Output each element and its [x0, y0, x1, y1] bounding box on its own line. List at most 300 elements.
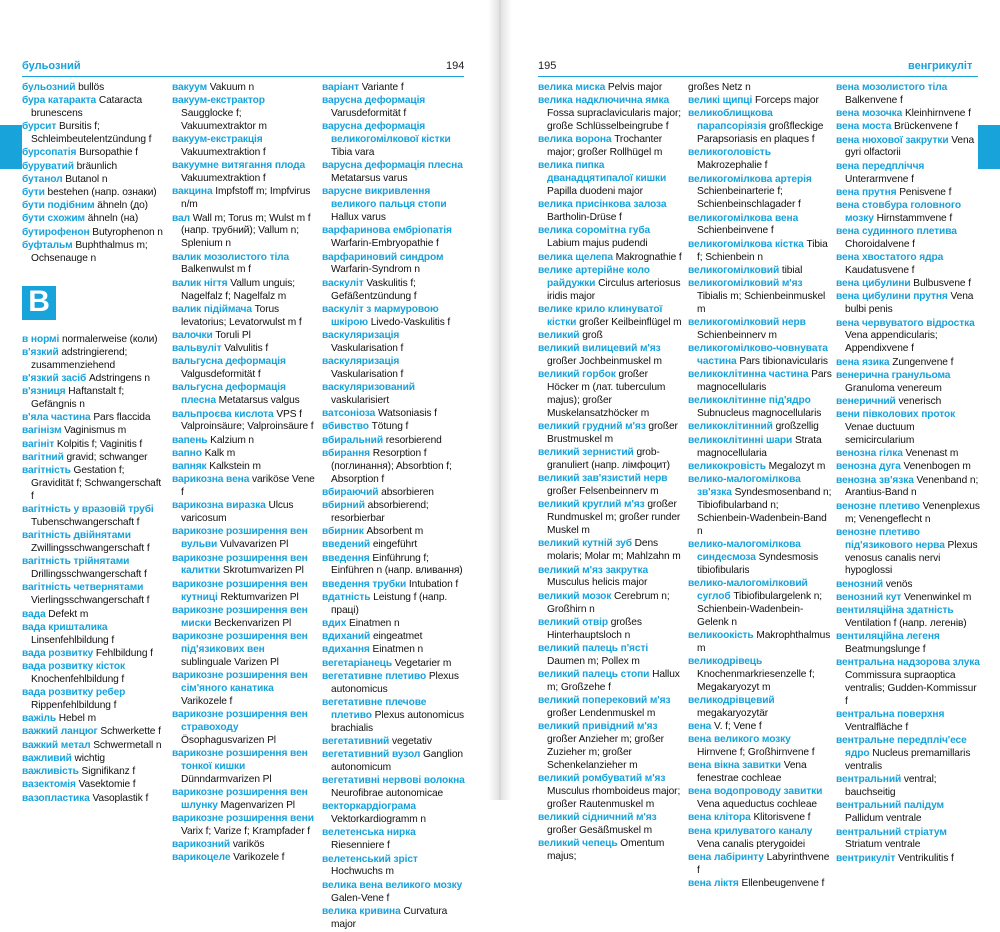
dictionary-entry	[172, 356, 316, 382]
entry-headword: вальгусна деформація	[172, 356, 286, 368]
dictionary-entry	[836, 82, 980, 108]
entry-translation: absorbieren	[381, 486, 434, 498]
entry-headword: вазектомія	[22, 779, 76, 791]
entry-translation: Vena fenestrae cochleae	[697, 760, 807, 785]
entry-headword: васкуляризація	[322, 356, 400, 367]
dictionary-entry	[172, 709, 316, 748]
dictionary-entry	[836, 475, 980, 501]
entry-translation: Hirnvene f; Großhirnvene f	[697, 747, 815, 759]
entry-translation: Subnucleus magnocellularis	[697, 408, 822, 420]
entry-headword: введення	[322, 552, 370, 564]
entry-headword: великий сідничний м'яз	[538, 812, 657, 824]
dictionary-entry	[836, 161, 980, 187]
dictionary-entry	[22, 161, 166, 174]
entry-headword: великоклітинні шари	[688, 434, 793, 446]
dictionary-entry	[322, 658, 466, 671]
entry-translation: Penisvene f	[899, 186, 952, 198]
entry-translation: Granuloma venereum	[845, 382, 942, 394]
entry-translation: Makrognathie f	[615, 251, 682, 263]
entry-headword: варикозне розширення вен кутниці	[172, 578, 308, 603]
dictionary-entry	[688, 421, 832, 434]
entry-translation: großer Höcker m (лат. tuberculum majus); großer Muskelansatzhöcker m	[547, 369, 666, 419]
entry-translation: Kleinhirnvene f	[904, 108, 971, 120]
entry-translation: Makrophthalmus m	[697, 629, 831, 654]
entry-translation: Beckenvarizen Pl	[214, 617, 292, 629]
entry-headword: вагітність двійнятами	[22, 530, 131, 542]
entry-headword: венерична гранульома	[836, 369, 951, 381]
entry-translation: Vegetarier m	[394, 657, 452, 669]
dictionary-entry	[322, 225, 466, 251]
entry-headword: великий привідний м'яз	[538, 721, 658, 733]
book-gutter	[488, 0, 512, 800]
entry-translation: Hochwuchs m	[331, 866, 394, 878]
entry-headword: вена водопроводу завитки	[688, 786, 823, 798]
entry-headword: вада розвитку кісток	[22, 661, 126, 673]
entry-headword: вена нюхової закрутки	[836, 134, 949, 146]
entry-translation: Dens molaris; Molar m; Mahlzahn m	[547, 538, 681, 563]
entry-translation: Venenast m	[905, 448, 959, 460]
dictionary-entry	[688, 852, 832, 878]
entry-headword: варфариновий синдром	[322, 251, 444, 263]
dictionary-entry	[22, 121, 166, 147]
entry-headword: велико-малогомілкова синдесмоза	[688, 538, 801, 563]
entry-translation: Balkenvene f	[845, 94, 903, 106]
entry-headword: великогомілково-човнувата частина	[688, 343, 828, 367]
dictionary-entry	[688, 760, 832, 786]
entry-headword: вапно	[172, 447, 202, 459]
dictionary-entry	[322, 186, 466, 225]
entry-translation: vegetativ	[391, 735, 432, 747]
entry-headword: васкуляризований	[322, 382, 415, 394]
entry-headword: варіант	[322, 82, 359, 93]
entry-translation: Knochenfehlbildung f	[31, 673, 125, 685]
entry-translation: Papilla duodeni major	[547, 186, 643, 198]
entry-translation: Tibiofibulargelenk n; Schienbein-Wadenbein-Gelenk n	[697, 590, 823, 628]
dictionary-entry	[836, 579, 980, 592]
entry-translation: Dünndarmvarizen Pl	[181, 773, 272, 785]
entry-headword: введення трубки	[322, 578, 407, 590]
dictionary-entry	[688, 278, 832, 317]
entry-translation: Watsoniasis f	[377, 408, 437, 420]
entry-translation: Ventilation f (напр. легенів)	[845, 617, 967, 629]
entry-headword: вена вікна завитки	[688, 760, 781, 772]
dictionary-entry	[22, 95, 166, 121]
entry-translation: varikösе Vene f	[181, 474, 315, 499]
entry-translation: Venenband n; Arantius-Band n	[845, 474, 979, 499]
dictionary-entry	[322, 827, 466, 853]
entry-translation: Brückenvene f	[894, 121, 958, 133]
entry-translation: Vallum unguis; Nagelfalz f; Nagelfalz m	[181, 277, 295, 302]
dictionary-entry	[538, 669, 682, 695]
entry-headword: варикозне розширення вен сім'яного канатика	[172, 669, 308, 694]
dictionary-entry	[322, 95, 466, 121]
entry-translation: Nucleus premamillaris ventralis	[845, 748, 971, 773]
dictionary-entry	[322, 579, 466, 592]
entry-headword: вена крилуватого каналу	[688, 825, 813, 837]
entry-headword: велике крило клинуватої кістки	[538, 303, 663, 328]
entry-translation: absorbierend; resorbierbar	[331, 500, 429, 524]
dictionary-entry	[688, 656, 832, 695]
entry-headword: великогомілковий м'яз	[688, 277, 803, 289]
entry-headword: вена ліктя	[688, 877, 739, 889]
dictionary-entry	[322, 304, 466, 330]
entry-headword: великоокість	[688, 629, 754, 641]
right-column-1	[538, 82, 682, 863]
entry-headword: венозне плетиво	[836, 500, 920, 512]
dictionary-entry	[538, 538, 682, 564]
dictionary-entry	[172, 670, 316, 709]
entry-translation: Beatmungslunge f	[845, 644, 926, 656]
entry-headword: великодрівцевий	[688, 694, 775, 706]
entry-translation: Magenvarizen Pl	[220, 799, 295, 811]
entry-headword: бути	[22, 187, 45, 199]
dictionary-entry	[22, 713, 166, 726]
entry-headword: вена мозочка	[836, 108, 903, 120]
entry-headword: вакцина	[172, 186, 213, 198]
dictionary-entry	[322, 421, 466, 434]
dictionary-entry	[322, 539, 466, 552]
dictionary-entry	[172, 553, 316, 579]
entry-headword: васкуліт з мармуровою шкірою	[322, 303, 439, 328]
entry-translation: Resorption f (поглинання); Absorbtion f; Absorption f	[331, 447, 452, 485]
entry-headword: вакуум-екстракція	[172, 134, 263, 146]
entry-headword: бурсопатія	[22, 147, 77, 159]
dictionary-entry	[172, 435, 316, 448]
entry-headword: варикозне розширення вен вульви	[172, 526, 308, 551]
left-header-rule	[22, 76, 464, 77]
dictionary-entry	[22, 622, 166, 648]
entry-headword: вал	[172, 212, 190, 224]
entry-translation: Knochenmarkriesenzelle f; Megakaryozyt m	[697, 668, 815, 693]
dictionary-entry	[322, 880, 466, 906]
entry-translation: Pallidum ventrale	[845, 813, 922, 825]
entry-translation: Vena canalis pterygoidei	[697, 838, 806, 850]
dictionary-entry	[22, 793, 166, 806]
entry-headword: вентиляційна здатність	[836, 605, 954, 617]
entry-translation: großer Gesäßmuskel m	[547, 825, 652, 837]
entry-headword: вена мозолистого тіла	[836, 82, 948, 93]
entry-translation: Linsenfehlbildung f	[31, 634, 115, 646]
entry-headword: валочки	[172, 329, 213, 341]
entry-headword: велика пипка дванадцятипалої кишки	[538, 160, 667, 185]
dictionary-entry	[322, 435, 466, 448]
dictionary-entry	[538, 499, 682, 538]
dictionary-entry	[538, 225, 682, 251]
entry-headword: бути схожим	[22, 213, 85, 225]
entry-translation: Labyrinthvene f	[697, 851, 830, 876]
entry-headword: вбиральний	[322, 434, 383, 446]
dictionary-entry	[22, 661, 166, 687]
entry-headword: великий поперековий м'яз	[538, 695, 671, 707]
entry-translation: Bulbusvene f	[913, 278, 971, 290]
entry-translation: Venenplexus m; Venengeflecht n	[845, 500, 980, 525]
dictionary-entry	[688, 147, 832, 173]
entry-translation: Forceps major	[754, 95, 819, 107]
dictionary-entry	[322, 644, 466, 657]
dictionary-entry	[22, 648, 166, 661]
dictionary-entry	[22, 82, 166, 95]
entry-translation: Pelvis major	[607, 82, 663, 93]
entry-translation: Cerebrum n; Großhirn n	[547, 590, 670, 615]
entry-translation: Ulcus varicosum	[181, 500, 294, 525]
entry-translation: Plexus autonomicus brachialis	[331, 709, 465, 734]
entry-headword: великогомілковий	[688, 264, 780, 276]
entry-translation: Riesenniere f	[331, 840, 390, 852]
entry-translation: Vektorkardiogramm n	[331, 814, 426, 826]
dictionary-entry	[836, 278, 980, 291]
entry-headword: валик мозолистого тіла	[172, 251, 290, 263]
dictionary-entry	[836, 527, 980, 579]
entry-headword: вентрикуліт	[836, 852, 896, 864]
entry-translation: Fossa supraclavicularis major; große Schlüsselbeingrube f	[547, 108, 682, 133]
entry-translation: Pars flaccida	[93, 412, 151, 424]
entry-headword: вакуумне витягання плода	[172, 160, 306, 172]
entry-translation: Varikozele f	[181, 695, 233, 707]
entry-headword: великоклітинний	[688, 421, 773, 433]
dictionary-entry	[172, 852, 316, 865]
entry-translation: Einführung f; Einführen n (напр. вливання)	[331, 552, 463, 577]
entry-translation: Strata magnocellularia	[697, 434, 822, 459]
dictionary-entry	[172, 461, 316, 474]
entry-headword: великогомілкова вена	[688, 212, 799, 224]
entry-headword: вапень	[172, 434, 208, 446]
entry-translation: Tubenschwangerschaft f	[31, 517, 140, 529]
entry-headword: вена	[688, 720, 712, 732]
dictionary-entry	[688, 95, 832, 108]
entry-headword: варикозне розширення вен миски	[172, 604, 308, 629]
entry-translation: Valvulitis f	[224, 343, 269, 355]
entry-headword: варусна деформація великогомілкової кістки	[322, 121, 451, 146]
entry-headword: вагітність четвернятами	[22, 582, 144, 594]
left-column-3	[322, 82, 466, 930]
entry-headword: бутанол	[22, 173, 63, 185]
dictionary-entry	[22, 556, 166, 582]
dictionary-entry	[538, 565, 682, 591]
right-running-head: венгрикуліт	[908, 60, 973, 72]
entry-translation: großer Rundmuskel m; großer runder Muskel m	[547, 499, 681, 537]
entry-translation: Balkenwulst m f	[181, 264, 251, 276]
entry-headword: векторкардіограма	[322, 801, 416, 813]
entry-headword: великогомілкова артерія	[688, 173, 812, 185]
dictionary-entry	[322, 697, 466, 736]
entry-headword: великий м'яз закрутка	[538, 564, 649, 576]
entry-translation: Tibialis m; Schienbeinmuskel m	[697, 290, 826, 315]
dictionary-entry	[538, 812, 682, 838]
entry-translation: Neurofibrae autonomicae	[331, 788, 444, 800]
dictionary-entry	[22, 530, 166, 556]
entry-headword: важіль	[22, 713, 56, 725]
entry-headword: бути подібним	[22, 200, 95, 212]
dictionary-entry	[836, 735, 980, 774]
entry-headword: венозна дуга	[836, 461, 901, 473]
dictionary-entry	[538, 369, 682, 421]
entry-headword: вада розвитку	[22, 647, 94, 659]
entry-headword: великоголовість	[688, 147, 771, 159]
entry-headword: вентральний	[836, 774, 902, 786]
dictionary-entry	[322, 382, 466, 408]
entry-headword: вена червуватого відростка	[836, 317, 975, 329]
entry-translation: gravid; schwanger	[66, 451, 148, 463]
entry-translation: Labium majus pudendi	[547, 238, 648, 250]
entry-headword: велетенський зріст	[322, 853, 418, 865]
entry-headword: вегетаріанець	[322, 657, 392, 669]
dictionary-entry	[538, 160, 682, 199]
entry-headword: вдиханий	[322, 631, 371, 643]
dictionary-entry	[22, 766, 166, 779]
entry-translation: Schienbeinvene f	[697, 225, 774, 237]
entry-translation: Bursopathie f	[79, 147, 138, 159]
entry-translation: Einatmen n	[372, 644, 424, 656]
entry-headword: вагініт	[22, 438, 55, 450]
dictionary-entry	[322, 160, 466, 186]
dictionary-entry	[538, 330, 682, 343]
entry-headword: вегетативне плетиво	[322, 670, 427, 682]
entry-translation: großer Felsenbeinnerv m	[547, 486, 659, 498]
dictionary-entry	[836, 800, 980, 826]
right-page-number: 195	[538, 60, 557, 72]
dictionary-entry	[172, 448, 316, 461]
entry-headword: варикоцеле	[172, 852, 231, 864]
entry-headword: великодрівець	[688, 655, 763, 667]
entry-headword: великокровість	[688, 460, 766, 472]
dictionary-entry	[22, 779, 166, 792]
dictionary-entry	[22, 174, 166, 187]
entry-headword: велетенська нирка	[322, 827, 416, 839]
dictionary-entry	[538, 343, 682, 369]
dictionary-entry	[172, 213, 316, 252]
dictionary-entry	[322, 82, 466, 95]
dictionary-entry	[836, 631, 980, 657]
dictionary-entry	[22, 373, 166, 386]
dictionary-entry	[538, 252, 682, 265]
dictionary-entry	[322, 801, 466, 827]
entry-translation: Variante f	[361, 82, 404, 93]
dictionary-entry	[538, 773, 682, 812]
dictionary-entry	[322, 592, 466, 618]
entry-translation: bestehen (напр. ознаки)	[47, 187, 157, 199]
entry-headword: бутирофенон	[22, 226, 90, 238]
entry-translation: venerisch	[898, 395, 942, 407]
entry-headword: великоклітинне під'ядро	[688, 395, 811, 407]
dictionary-entry	[688, 578, 832, 630]
entry-translation: Schienbeinnerv m	[697, 329, 777, 341]
entry-headword: велика миска	[538, 82, 606, 93]
dictionary-entry	[688, 213, 832, 239]
right-column-2	[688, 82, 832, 889]
dictionary-entry	[836, 448, 980, 461]
dictionary-entry	[22, 187, 166, 200]
dictionary-entry	[322, 500, 466, 526]
entry-headword: буфтальм	[22, 239, 73, 251]
entry-headword: великоклітинна частина	[688, 369, 809, 381]
dictionary-entry	[172, 95, 316, 134]
entry-translation: Vakuumextraktion f	[181, 147, 266, 159]
entry-translation: Vierlingsschwangerschaft f	[31, 595, 150, 607]
entry-translation: Metatarsus varus	[331, 173, 408, 185]
entry-translation: Pars magnocellularis	[697, 369, 832, 394]
entry-translation: Buphthalmus m; Ochsenauge n	[31, 239, 148, 264]
dictionary-entry	[538, 473, 682, 499]
entry-translation: Wall m; Torus m; Wulst m f (напр. трубний); Vallum n; Splenium n	[181, 212, 311, 250]
entry-translation: Adstringens n	[88, 372, 150, 384]
dictionary-entry	[538, 134, 682, 160]
entry-translation: Leistung f (напр. праці)	[331, 591, 448, 616]
entry-translation: Drillingsschwangerschaft f	[31, 569, 147, 581]
left-running-head: бульозний	[22, 60, 81, 72]
entry-headword: варикозне розширення вен під'язикових вен	[172, 630, 308, 655]
entry-headword: важкий метал	[22, 739, 91, 751]
entry-headword: вдих	[322, 617, 347, 629]
dictionary-entry	[836, 592, 980, 605]
entry-headword: великий отвір	[538, 616, 608, 628]
entry-headword: вегетативні нервові волокна	[322, 775, 465, 787]
dictionary-entry	[836, 318, 980, 357]
entry-translation: Ellenbeugenvene f	[741, 877, 825, 889]
dictionary-entry	[688, 695, 832, 721]
entry-translation: Venae ductuum semicircularium	[845, 422, 915, 446]
dictionary-entry	[836, 121, 980, 134]
entry-translation: Vulvavarizen Pl	[219, 539, 289, 551]
entry-translation: Makrozephalie f	[697, 160, 768, 172]
dictionary-entry	[172, 330, 316, 343]
entry-headword: венозний кут	[836, 591, 902, 603]
entry-translation: VPS f Valproinsäure; Valproinsäure f	[181, 408, 314, 433]
dictionary-entry	[22, 740, 166, 753]
entry-translation: Fehlbildung f	[95, 647, 153, 659]
entry-translation: tibial	[781, 264, 803, 276]
dictionary-entry	[22, 425, 166, 438]
dictionary-entry	[688, 734, 832, 760]
entry-headword: венозна зв'язка	[836, 474, 914, 486]
dictionary-entry	[538, 721, 682, 773]
dictionary-entry	[172, 839, 316, 852]
dictionary-entry	[688, 539, 832, 578]
entry-translation: Tibia f; Schienbein n	[697, 238, 828, 263]
dictionary-entry	[836, 226, 980, 252]
right-thumb-letter: В	[982, 140, 997, 162]
entry-translation: bullös	[78, 82, 105, 93]
entry-headword: великий ромбуватий м'яз	[538, 773, 666, 785]
entry-translation: grob-granuliert (напр. лімфоцит)	[547, 447, 670, 472]
entry-headword: велика вена великого мозку	[322, 879, 463, 891]
entry-translation: Musculus rhomboideus major; großer Rautenmuskel m	[547, 786, 681, 810]
entry-headword: великий грудний м'яз	[538, 421, 646, 433]
dictionary-entry	[172, 579, 316, 605]
dictionary-entry	[322, 775, 466, 801]
entry-translation: Venenbogen m	[903, 461, 971, 473]
entry-headword: вбирник	[322, 526, 364, 538]
dictionary-entry	[836, 605, 980, 631]
entry-translation: V. f; Vene f	[713, 720, 762, 732]
entry-translation: Hirnstammvene f	[876, 212, 953, 224]
entry-translation: megakaryozytär	[697, 707, 769, 719]
left-column-2	[172, 82, 316, 864]
entry-headword: вакуум-екстрактор	[172, 95, 265, 107]
dictionary-entry	[538, 617, 682, 643]
entry-translation: Kaudatusvene f	[845, 265, 915, 277]
entry-headword: вальгусна деформація плесна	[172, 382, 286, 407]
entry-translation: ventral; bauchseitig	[845, 774, 937, 799]
entry-headword: важкий ланцюг	[22, 726, 98, 738]
entry-headword: вальвуліт	[172, 343, 222, 355]
entry-translation: Vena appendicularis; Appendixvene f	[845, 330, 938, 355]
left-page-number: 194	[446, 60, 465, 72]
entry-translation: vaskularisiert	[331, 395, 390, 407]
entry-translation: Varix f; Varize f; Krampfader f	[181, 825, 311, 837]
dictionary-entry	[322, 854, 466, 880]
dictionary-entry	[172, 382, 316, 408]
dictionary-entry	[22, 227, 166, 240]
